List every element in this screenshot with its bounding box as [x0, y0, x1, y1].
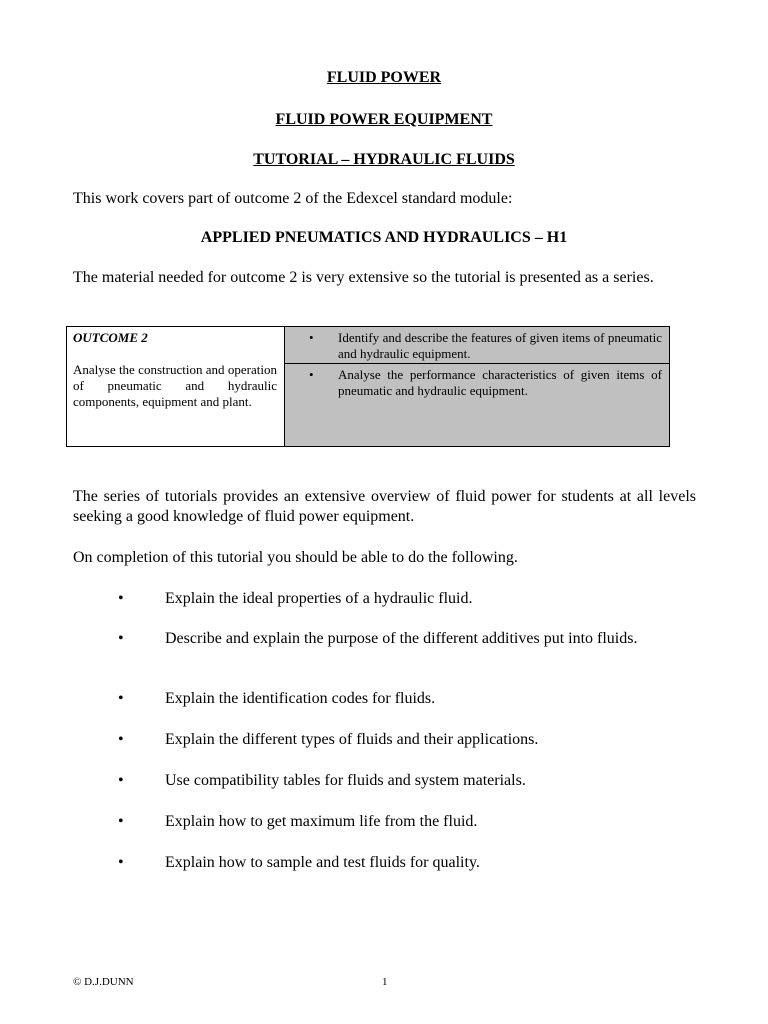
bullet-icon: • [118, 590, 124, 607]
criteria-row [285, 364, 669, 446]
bullet-icon: • [118, 854, 124, 871]
criteria-row [285, 327, 669, 364]
footer-copyright: © D.J.DUNN [73, 976, 134, 988]
page-number: 1 [382, 976, 388, 988]
bullet-icon: • [309, 330, 314, 345]
bullet-icon: • [118, 772, 124, 789]
overview-paragraph: The series of tutorials provides an extensive overview of fluid power for students at all levels seeking a good knowledge of fluid power equipment. [73, 488, 696, 525]
bullet-icon: • [118, 690, 124, 707]
objective-text: Explain the identification codes for fluids. [165, 690, 436, 707]
bullet-icon: • [309, 367, 314, 382]
objective-text: Explain the ideal properties of a hydraulic fluid. [165, 590, 473, 607]
outcome-label: OUTCOME 2 [73, 330, 148, 345]
extensive-paragraph: The material needed for outcome 2 is very extensive so the tutorial is presented as a series. [73, 269, 654, 286]
outcome-description: Analyse the construction and operation of pneumatic and hydraulic components, equipment and plant. [73, 362, 277, 409]
module-title: APPLIED PNEUMATICS AND HYDRAULICS – H1 [200, 229, 568, 246]
objective-text: Explain the different types of fluids and their applications. [165, 731, 539, 748]
objective-text: Explain how to sample and test fluids for quality. [165, 854, 480, 871]
bullet-icon: • [118, 813, 124, 830]
criteria-text: Identify and describe the features of given items of pneumatic and hydraulic equipment. [338, 330, 662, 361]
bullet-icon: • [118, 731, 124, 748]
covers-paragraph: This work covers part of outcome 2 of the Edexcel standard module: [73, 190, 513, 207]
document-title: FLUID POWER [326, 69, 442, 86]
bullet-icon: • [118, 630, 124, 647]
document-subtitle: FLUID POWER EQUIPMENT [275, 111, 493, 128]
outcome-table [66, 326, 670, 447]
criteria-cell [285, 327, 669, 446]
objective-text: Explain how to get maximum life from the fluid. [165, 813, 478, 830]
tutorial-title: TUTORIAL – HYDRAULIC FLUIDS [253, 151, 515, 168]
objective-text: Describe and explain the purpose of the different additives put into fluids. [165, 630, 638, 647]
objective-text: Use compatibility tables for fluids and system materials. [165, 772, 526, 789]
criteria-text: Analyse the performance characteristics of given items of pneumatic and hydraulic equipment. [338, 367, 662, 398]
completion-paragraph: On completion of this tutorial you should be able to do the following. [73, 549, 518, 566]
outcome-cell [67, 327, 285, 446]
